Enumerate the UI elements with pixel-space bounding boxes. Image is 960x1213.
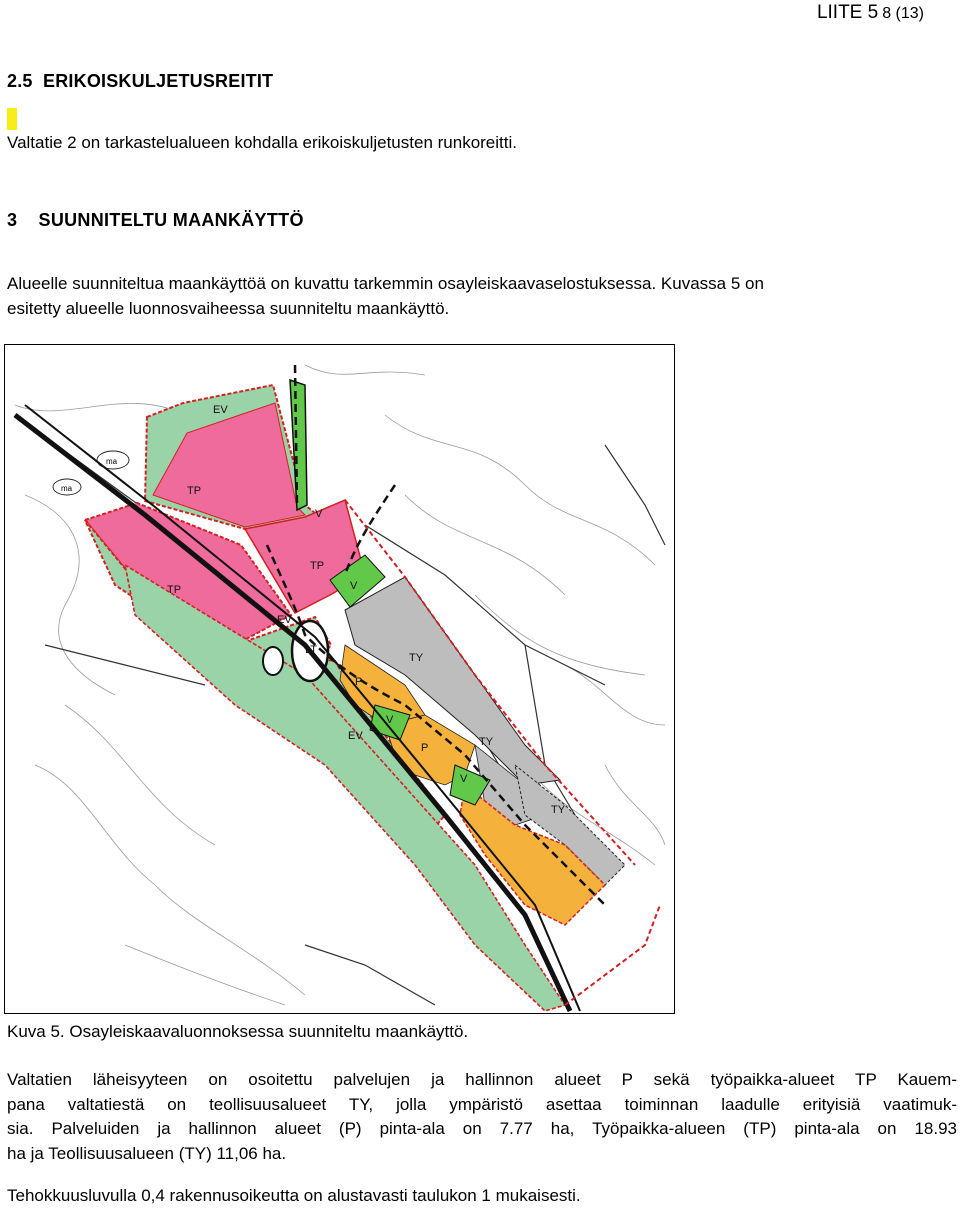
label-v-3: V bbox=[386, 714, 394, 726]
section-heading-3: 3 SUUNNITELTU MAANKÄYTTÖ bbox=[7, 210, 304, 230]
label-ev-top: EV bbox=[213, 404, 228, 416]
land-use-map bbox=[4, 344, 675, 1014]
label-tp-top: TP bbox=[187, 485, 202, 497]
map-label-ma2: ma bbox=[61, 484, 73, 493]
label-ty-mid: TY bbox=[409, 652, 424, 664]
label-v-2: V bbox=[350, 580, 358, 592]
label-tp-left: TP bbox=[167, 584, 182, 596]
paragraph-line-2: pana valtatiestä on teollisuusalueet TY, jolla ympäristö asettaa toiminnan laadulle erityisiä vaatimuk- bbox=[7, 1094, 957, 1114]
section-heading-2-5: 2.5 ERIKOISKULJETUSREITIT bbox=[7, 71, 274, 91]
section-2-5-text: Valtatie 2 on tarkastelualueen kohdalla erikoiskuljetusten runkoreitti. bbox=[7, 133, 517, 152]
appendix-header bbox=[817, 2, 924, 24]
page-number: 8 (13) bbox=[882, 5, 924, 22]
label-v-4: V bbox=[460, 773, 468, 785]
label-p-2: P bbox=[421, 742, 429, 754]
label-v-1: V bbox=[315, 508, 323, 520]
section-3-line-2: esitetty alueelle luonnosvaiheessa suunniteltu maankäyttö. bbox=[7, 299, 450, 318]
plan-boundary-line-south bbox=[565, 905, 660, 1005]
paragraph-line-4: ha ja Teollisuusalueen (TY) 11,06 ha. bbox=[7, 1143, 287, 1163]
highlight-marker bbox=[7, 108, 17, 130]
building-rights-text: Tehokkuusluvulla 0,4 rakennusoikeutta on alustavasti taulukon 1 mukaisesti. bbox=[7, 1186, 581, 1205]
map-label-ma1: ma bbox=[106, 457, 118, 466]
label-ty-low: TY bbox=[479, 736, 494, 748]
paragraph-line-1: Valtatien läheisyyteen on osoitettu palvelujen ja hallinnon alueet P sekä työpaikka-alueet TP Kauem- bbox=[7, 1070, 957, 1089]
label-ty-bottom: TY bbox=[551, 804, 566, 816]
label-p-1: P bbox=[355, 676, 363, 688]
label-ev-mid: EV bbox=[277, 614, 292, 626]
section-3-line-1: Alueelle suunniteltua maankäyttöä on kuvattu tarkemmin osayleiskaavaselostuksessa. Kuvassa 5 on bbox=[7, 274, 764, 293]
label-ev-low: EV bbox=[348, 730, 363, 742]
paragraph-line-3: sia. Palveluiden ja hallinnon alueet (P) pinta-ala on 7.77 ha, Työpaikka-alueen (TP) pinta-ala on 18.93 bbox=[7, 1119, 957, 1138]
land-use-map-figure bbox=[5, 345, 673, 1012]
land-use-paragraph bbox=[7, 1068, 957, 1166]
interchange-loop-small bbox=[263, 647, 283, 675]
figure-caption: Kuva 5. Osayleiskaavaluonnoksessa suunniteltu maankäyttö. bbox=[7, 1022, 469, 1041]
appendix-label: LIITE 5 bbox=[816, 2, 879, 23]
label-lt: LT bbox=[305, 644, 318, 656]
label-tp-mid: TP bbox=[310, 560, 325, 572]
section-3-text bbox=[7, 271, 957, 321]
